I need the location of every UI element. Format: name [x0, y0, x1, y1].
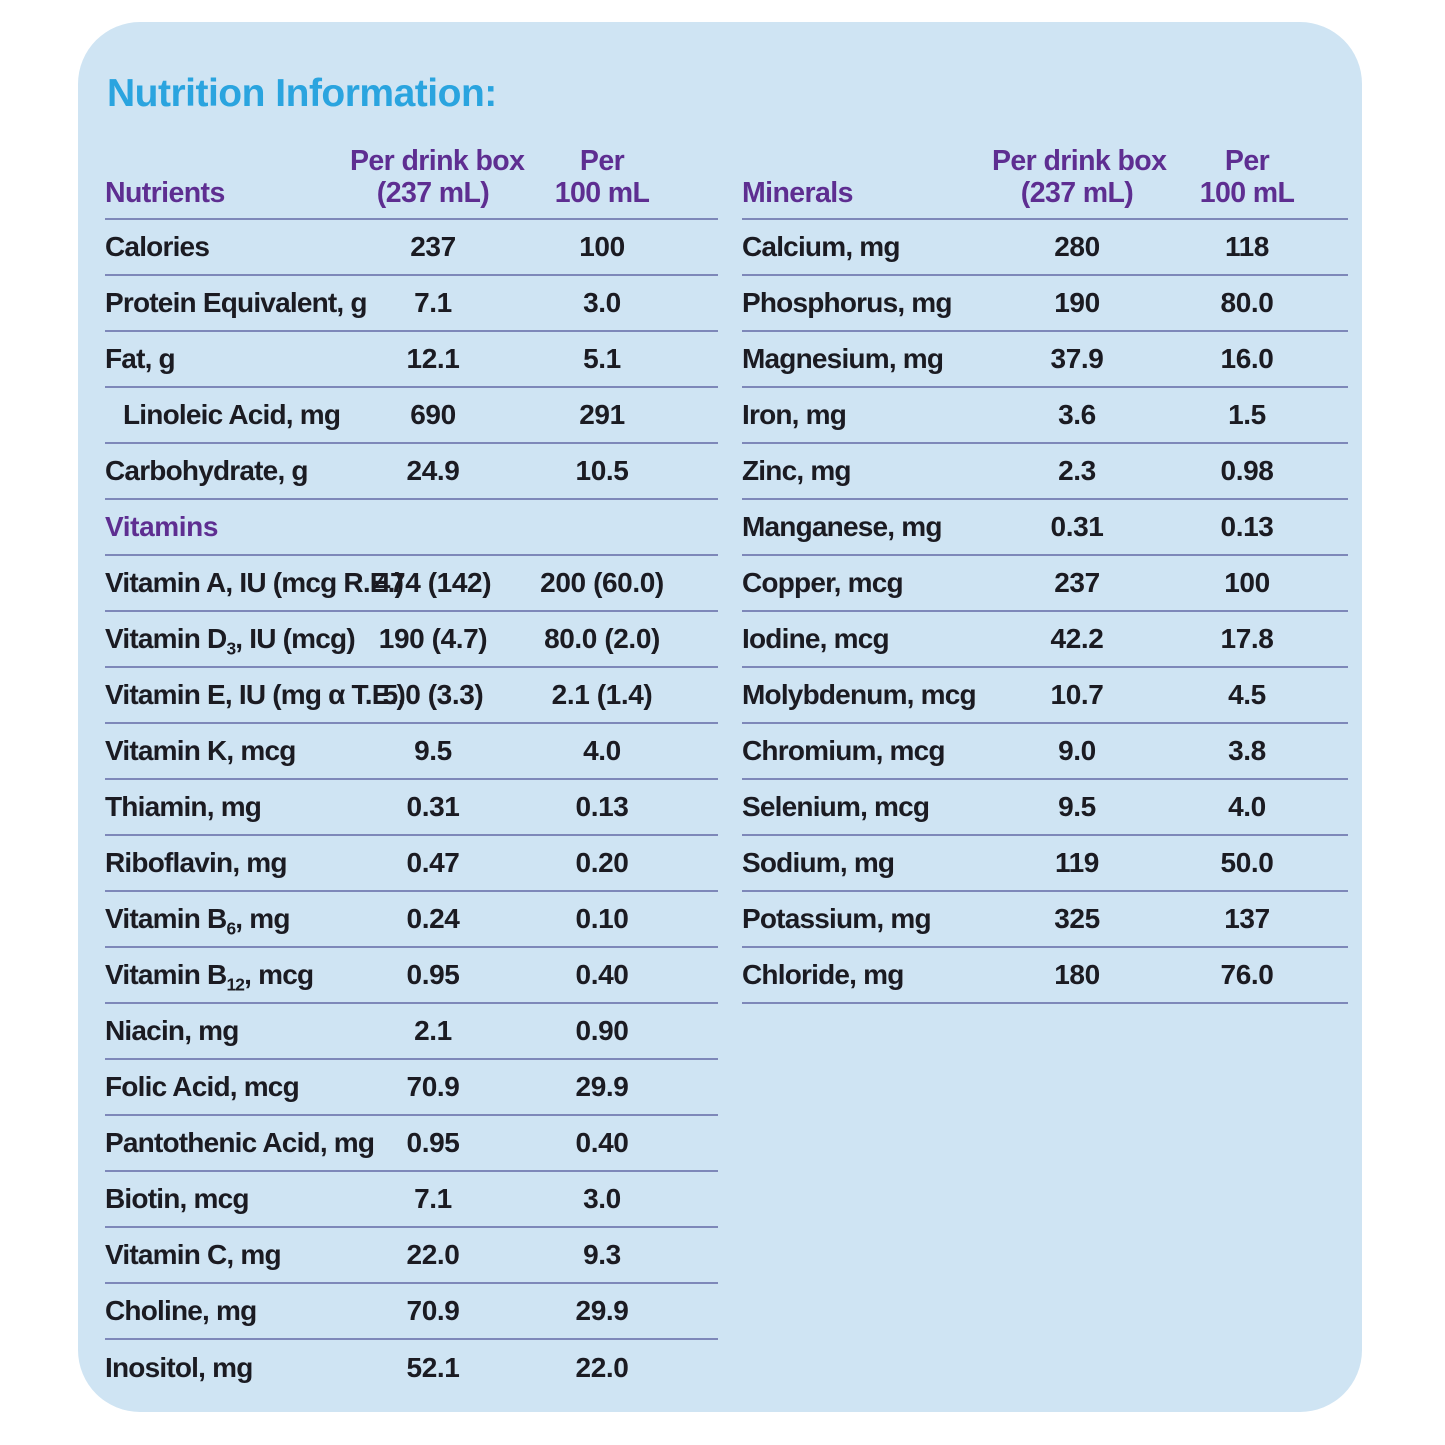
table-row — [105, 556, 718, 612]
row-value-per-100ml: 137 — [1224, 903, 1270, 934]
row-label: Vitamin $B_{12}$, mcg — [105, 959, 314, 995]
tables-container — [105, 140, 1348, 1396]
minerals-table-body — [742, 220, 1348, 1004]
table-row — [105, 332, 718, 388]
row-value-per-100ml: 118 — [1225, 231, 1269, 262]
row-label: Molybdenum, mcg — [742, 679, 976, 710]
row-value-per-drink-box: 190 (4.7) — [378, 623, 488, 654]
row-value-per-100ml: 0.13 — [1220, 511, 1274, 542]
row-value-per-drink-box: 12.1 — [406, 343, 460, 374]
row-value-per-100ml: 3.8 — [1228, 735, 1266, 766]
row-value-per-100ml: 100 — [1224, 567, 1270, 598]
row-value-per-100ml: 4.0 — [583, 735, 621, 766]
table-row — [105, 892, 718, 948]
table-row — [742, 948, 1348, 1004]
section-title: Vitamins — [105, 511, 218, 542]
row-label: Calcium, mg — [742, 231, 900, 262]
row-label: Fat, g — [105, 343, 175, 374]
row-value-per-drink-box: 237 — [410, 231, 456, 262]
row-value-per-100ml: 0.90 — [575, 1015, 629, 1046]
nutrients-table — [105, 140, 718, 1396]
row-label: Zinc, mg — [742, 455, 851, 486]
table-row — [742, 388, 1348, 444]
row-value-per-100ml: 1.5 — [1228, 399, 1266, 430]
row-label: Chloride, mg — [742, 959, 904, 990]
row-value-per-100ml: 50.0 — [1220, 847, 1274, 878]
row-value-per-100ml: 29.9 — [575, 1295, 629, 1326]
row-value-per-drink-box: 9.0 — [1058, 735, 1096, 766]
minerals-table — [742, 140, 1348, 1004]
table-row — [105, 1060, 718, 1116]
table-row — [742, 612, 1348, 668]
row-value-per-100ml: 80.0 — [1220, 287, 1274, 318]
row-label: Sodium, mg — [742, 847, 895, 878]
row-value-per-100ml: 0.20 — [575, 847, 629, 878]
column-header-per-100ml: Per 100 mL — [554, 145, 650, 210]
row-value-per-drink-box: 0.95 — [406, 959, 460, 990]
row-label: Selenium, mcg — [742, 791, 930, 822]
row-value-per-drink-box: 5.0 (3.3) — [382, 679, 484, 710]
row-value-per-100ml: 16.0 — [1220, 343, 1274, 374]
row-label: Carbohydrate, g — [105, 455, 308, 486]
row-value-per-drink-box: 0.47 — [406, 847, 460, 878]
table-row — [742, 892, 1348, 948]
column-header-per-drink-box: Per drink box (237 mL) — [350, 145, 525, 210]
nutrients-table-body — [105, 220, 718, 1396]
row-value-per-100ml: 4.5 — [1228, 679, 1266, 710]
row-value-per-100ml: 29.9 — [575, 1071, 629, 1102]
row-label: Pantothenic Acid, mg — [105, 1127, 375, 1158]
row-label: Thiamin, mg — [105, 791, 262, 822]
row-value-per-drink-box: 37.9 — [1050, 343, 1104, 374]
row-value-per-drink-box: 325 — [1054, 903, 1100, 934]
row-value-per-100ml: 291 — [579, 399, 625, 430]
table-row — [105, 948, 718, 1004]
column-header-nutrients: Nutrients — [105, 177, 225, 210]
row-value-per-drink-box: 7.1 — [414, 1183, 452, 1214]
row-label: Protein Equivalent, g — [105, 287, 367, 318]
table-row — [105, 724, 718, 780]
row-value-per-drink-box: 0.31 — [1050, 511, 1104, 542]
table-row — [105, 1172, 718, 1228]
table-row — [105, 444, 718, 500]
row-value-per-drink-box: 474 (142) — [374, 567, 492, 598]
row-label: Iron, mg — [742, 399, 847, 430]
table-row — [105, 220, 718, 276]
row-label: Copper, mcg — [742, 567, 903, 598]
table-row — [105, 668, 718, 724]
row-label: Vitamin K, mcg — [105, 735, 296, 766]
row-value-per-100ml: 10.5 — [575, 455, 629, 486]
row-value-per-100ml: 3.0 — [583, 1183, 621, 1214]
row-label: Magnesium, mg — [742, 343, 944, 374]
row-value-per-100ml: 0.40 — [575, 959, 629, 990]
column-header-per-100ml: Per 100 mL — [1199, 145, 1295, 210]
table-row — [105, 1004, 718, 1060]
table-row — [105, 388, 718, 444]
row-value-per-drink-box: 190 — [1054, 287, 1100, 318]
row-label: Phosphorus, mg — [742, 287, 952, 318]
table-row — [105, 1340, 718, 1396]
row-label: Vitamin $B_6$, mg — [105, 903, 290, 939]
row-label: Vitamin A, IU (mcg R.E.) — [105, 567, 404, 598]
row-value-per-drink-box: 9.5 — [1058, 791, 1096, 822]
table-row — [105, 1228, 718, 1284]
row-value-per-drink-box: 3.6 — [1058, 399, 1096, 430]
table-row — [742, 668, 1348, 724]
table-row — [742, 556, 1348, 612]
row-value-per-drink-box: 0.31 — [406, 791, 460, 822]
row-value-per-drink-box: 9.5 — [414, 735, 452, 766]
row-value-per-drink-box: 70.9 — [406, 1071, 460, 1102]
row-label: Potassium, mg — [742, 903, 931, 934]
row-value-per-drink-box: 7.1 — [414, 287, 452, 318]
row-label: Folic Acid, mcg — [105, 1071, 299, 1102]
row-label: Manganese, mg — [742, 511, 942, 542]
row-label: Inositol, mg — [105, 1352, 253, 1383]
row-label: Niacin, mg — [105, 1015, 239, 1046]
column-header-per-drink-box: Per drink box (237 mL) — [992, 145, 1167, 210]
row-value-per-100ml: 17.8 — [1220, 623, 1274, 654]
row-value-per-drink-box: 119 — [1055, 847, 1099, 878]
row-value-per-100ml: 22.0 — [575, 1352, 629, 1383]
section-row — [105, 500, 718, 556]
row-value-per-100ml: 5.1 — [583, 343, 621, 374]
table-row — [742, 444, 1348, 500]
row-value-per-drink-box: 180 — [1054, 959, 1100, 990]
row-label: Chromium, mcg — [742, 735, 945, 766]
row-value-per-100ml: 200 (60.0) — [540, 567, 664, 598]
row-value-per-100ml: 76.0 — [1220, 959, 1274, 990]
row-label: Vitamin C, mg — [105, 1239, 281, 1270]
row-label: Riboflavin, mg — [105, 847, 287, 878]
table-row — [105, 780, 718, 836]
minerals-table-header — [742, 140, 1348, 220]
row-value-per-100ml: 0.10 — [575, 903, 629, 934]
row-value-per-drink-box: 22.0 — [406, 1239, 460, 1270]
row-label: Vitamin $D_3$, IU (mcg) — [105, 623, 355, 659]
nutrients-table-header — [105, 140, 718, 220]
table-row — [105, 836, 718, 892]
row-value-per-100ml: 100 — [579, 231, 625, 262]
row-value-per-drink-box: 280 — [1054, 231, 1100, 262]
table-row — [105, 276, 718, 332]
row-value-per-drink-box: 24.9 — [406, 455, 460, 486]
page-title: Nutrition Information: — [107, 72, 497, 115]
row-value-per-100ml: 0.13 — [575, 791, 629, 822]
row-value-per-100ml: 3.0 — [583, 287, 621, 318]
table-row — [742, 724, 1348, 780]
row-value-per-100ml: 4.0 — [1228, 791, 1266, 822]
table-row — [742, 500, 1348, 556]
row-label: Vitamin E, IU (mg α T.E.) — [105, 679, 406, 710]
row-value-per-drink-box: 42.2 — [1050, 623, 1104, 654]
column-header-minerals: Minerals — [742, 177, 853, 210]
row-value-per-100ml: 2.1 (1.4) — [551, 679, 653, 710]
row-label: Calories — [105, 231, 210, 262]
row-value-per-drink-box: 690 — [410, 399, 456, 430]
row-value-per-drink-box: 0.24 — [406, 903, 460, 934]
row-value-per-100ml: 9.3 — [583, 1239, 621, 1270]
row-value-per-drink-box: 70.9 — [406, 1295, 460, 1326]
table-row — [742, 780, 1348, 836]
row-value-per-drink-box: 2.1 — [414, 1015, 452, 1046]
row-value-per-drink-box: 237 — [1054, 567, 1100, 598]
row-value-per-drink-box: 10.7 — [1050, 679, 1104, 710]
row-value-per-drink-box: 2.3 — [1058, 455, 1096, 486]
row-label: Choline, mg — [105, 1295, 257, 1326]
table-row — [105, 612, 718, 668]
table-row — [105, 1116, 718, 1172]
row-value-per-100ml: 0.40 — [575, 1127, 629, 1158]
row-value-per-drink-box: 52.1 — [406, 1352, 460, 1383]
row-label: Linoleic Acid, mg — [123, 399, 341, 430]
table-row — [742, 836, 1348, 892]
table-row — [105, 1284, 718, 1340]
row-value-per-100ml: 80.0 (2.0) — [544, 623, 660, 654]
nutrition-card — [78, 22, 1362, 1412]
row-label: Iodine, mcg — [742, 623, 889, 654]
row-value-per-drink-box: 0.95 — [406, 1127, 460, 1158]
table-row — [742, 220, 1348, 276]
table-row — [742, 276, 1348, 332]
row-value-per-100ml: 0.98 — [1220, 455, 1274, 486]
row-label: Biotin, mcg — [105, 1183, 249, 1214]
table-row — [742, 332, 1348, 388]
